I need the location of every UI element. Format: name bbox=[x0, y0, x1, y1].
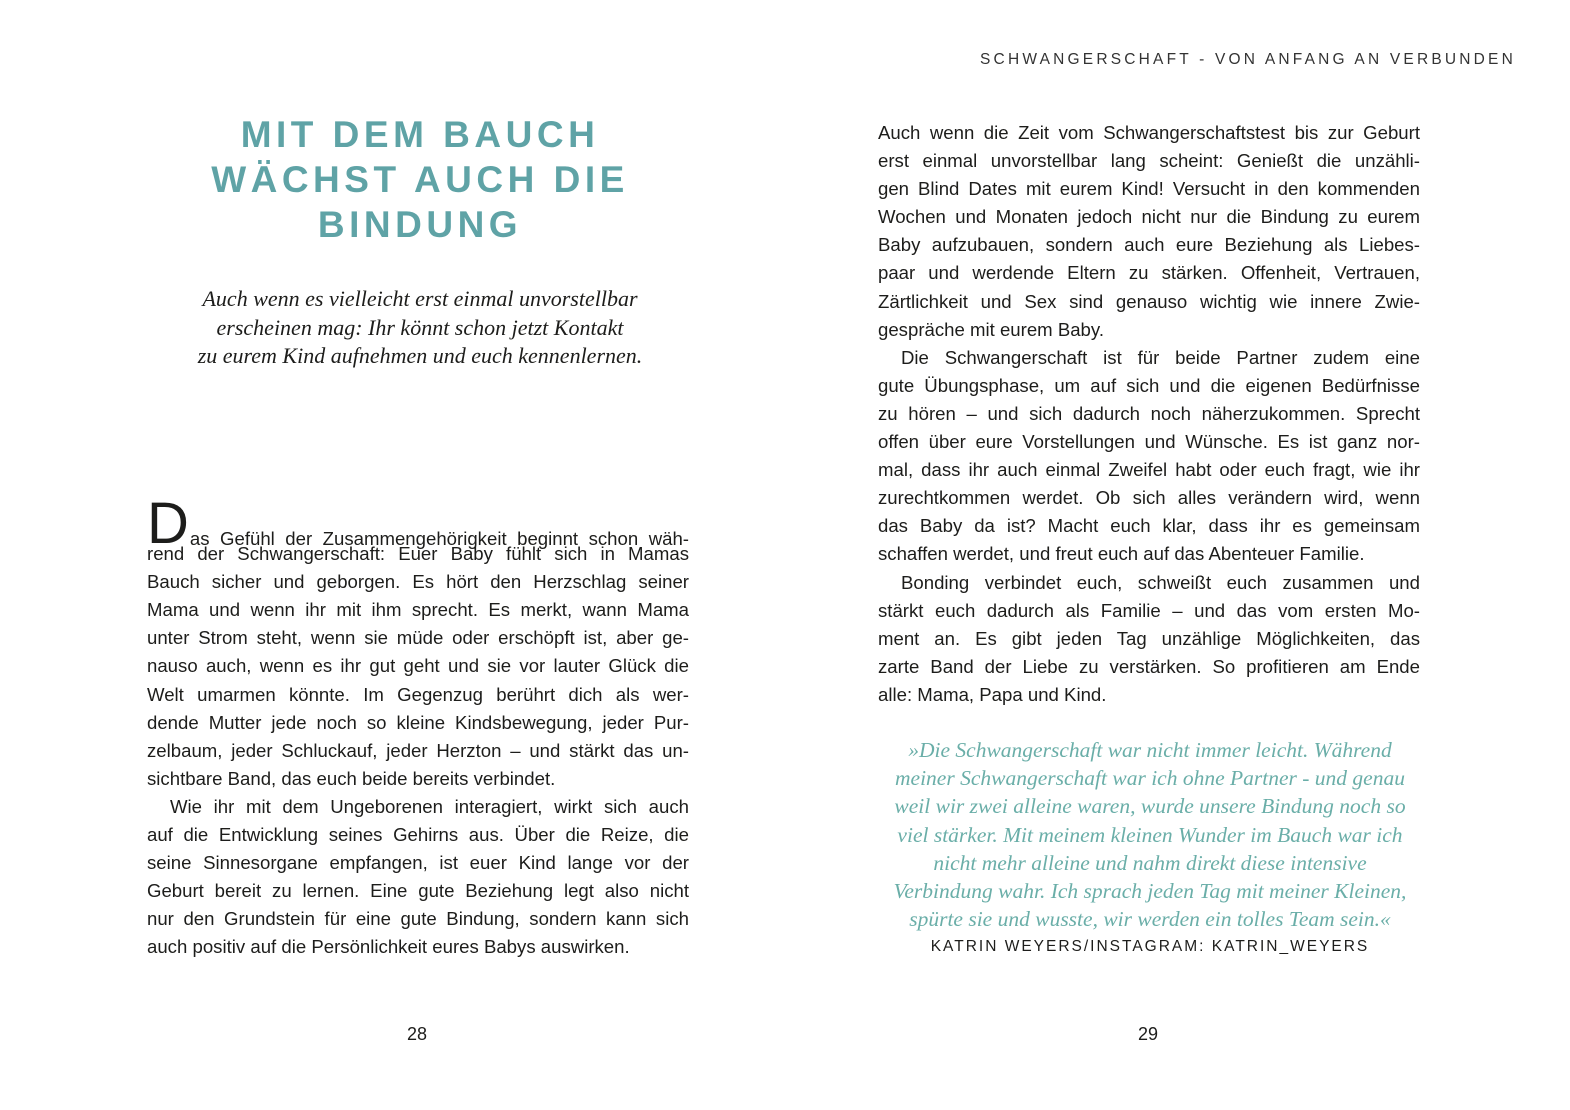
page-number-right: 29 bbox=[1138, 1024, 1159, 1044]
title-line: MIT DEM BAUCH bbox=[240, 114, 600, 155]
quote-line: »Die Schwangerschaft war nicht immer leicht. Während bbox=[908, 738, 1392, 762]
text-line: ment an. Es gibt jeden Tag unzählige Möglichkeiten, das bbox=[878, 627, 1420, 649]
paragraph bbox=[878, 119, 1420, 344]
text-line: alle: Mama, Papa und Kind. bbox=[878, 683, 1107, 705]
text-line: auch positiv auf die Persönlichkeit eures Babys auswirken. bbox=[147, 936, 630, 958]
text-line: gute Übungsphase, um auf sich und die eigenen Bedürfnisse bbox=[878, 374, 1420, 396]
text-line: nauso auch, wenn es ihr gut geht und sie vor lauter Glück die bbox=[147, 655, 689, 677]
text-line: das Baby da ist? Macht euch klar, dass ihr es gemeinsam bbox=[878, 515, 1420, 537]
text-line: sichtbare Band, das euch beide bereits verbindet. bbox=[147, 767, 556, 789]
intro-text bbox=[140, 285, 700, 371]
paragraph bbox=[878, 569, 1420, 709]
drop-cap: D bbox=[147, 491, 189, 556]
text-line: unter Strom steht, wenn sie müde oder erschöpft ist, aber ge- bbox=[147, 627, 689, 649]
quote-line: spürte sie und wusste, wir werden ein tolles Team sein.« bbox=[909, 907, 1391, 932]
text-line: nur den Grundstein für eine gute Bindung, sondern kann sich bbox=[147, 908, 689, 930]
text-line: Auch wenn die Zeit vom Schwangerschaftstest bis zur Geburt bbox=[878, 122, 1420, 143]
left-body-text bbox=[147, 491, 689, 962]
text-line: gen Blind Dates mit eurem Kind! Versucht in den kommenden bbox=[878, 178, 1420, 200]
text-line: Baby aufzubauen, sondern auch eure Beziehung als Liebes- bbox=[878, 234, 1420, 256]
text-line: zelbaum, jeder Schluckauf, jeder Herzton – und stärkt das un- bbox=[147, 739, 689, 761]
quote-line: meiner Schwangerschaft war ich ohne Partner - und genau bbox=[895, 766, 1405, 791]
right-body-text bbox=[878, 119, 1420, 709]
text-line: rend der Schwangerschaft: Euer Baby fühlt sich in Mamas bbox=[147, 543, 689, 565]
text-line: Die Schwangerschaft ist für beide Partner zudem eine bbox=[901, 346, 1420, 368]
text-line: auf die Entwicklung seines Gehirns aus. Über die Reize, die bbox=[147, 824, 689, 846]
text-line: mal, dass ihr auch einmal Zweifel habt oder euch fragt, wie ihr bbox=[878, 459, 1420, 481]
chapter-title bbox=[140, 112, 700, 247]
intro-line: erscheinen mag: Ihr könnt schon jetzt Kontakt bbox=[216, 314, 624, 340]
text-line-content: as Gefühl der Zusammengehörigkeit beginnt schon wäh- bbox=[189, 528, 689, 549]
paragraph bbox=[147, 793, 689, 962]
page-number-left: 28 bbox=[407, 1024, 428, 1044]
paragraph bbox=[147, 491, 689, 793]
text-line: zu hören – und sich dadurch noch näherzukommen. Sprecht bbox=[878, 402, 1420, 424]
text-line: zurechtkommen werdet. Ob sich alles verändern wird, wenn bbox=[878, 487, 1420, 509]
title-line: WÄCHST AUCH DIE bbox=[211, 159, 629, 200]
text-line: offen über eure Vorstellungen und Wünsche. Es ist ganz nor- bbox=[878, 431, 1420, 453]
running-head: SCHWANGERSCHAFT - VON ANFANG AN VERBUNDEN bbox=[980, 51, 1516, 68]
text-line: schaffen werdet, und freut euch auf das Abenteuer Familie. bbox=[878, 543, 1365, 565]
text-line: gespräche mit eurem Baby. bbox=[878, 318, 1104, 340]
text-line: Mama und wenn ihr mit ihm sprecht. Es merkt, wann Mama bbox=[147, 599, 689, 621]
pull-quote bbox=[870, 736, 1430, 933]
text-line: Welt umarmen könnte. Im Gegenzug berührt dich als wer- bbox=[147, 683, 689, 705]
text-line: Zärtlichkeit und Sex sind genauso wichtig wie innere Zwie- bbox=[878, 290, 1420, 312]
text-line: Wie ihr mit dem Ungeborenen interagiert, wirkt sich auch bbox=[170, 795, 689, 817]
paragraph bbox=[878, 344, 1420, 569]
intro-line: Auch wenn es vielleicht erst einmal unvorstellbar bbox=[202, 286, 638, 311]
text-line: Bauch sicher und geborgen. Es hört den Herzschlag seiner bbox=[147, 571, 689, 593]
title-line: BINDUNG bbox=[317, 204, 523, 245]
text-line: dende Mutter jede noch so kleine Kindsbewegung, jeder Pur- bbox=[147, 711, 689, 733]
text-line: Geburt bereit zu lernen. Eine gute Beziehung legt also nicht bbox=[147, 880, 689, 902]
quote-line: weil wir zwei alleine waren, wurde unsere Bindung noch so bbox=[894, 794, 1406, 819]
text-line: seine Sinnesorgane empfangen, ist euer Kind lange vor der bbox=[147, 852, 689, 874]
quote-line: Verbindung wahr. Ich sprach jeden Tag mit meiner Kleinen, bbox=[893, 879, 1407, 904]
quote-line: nicht mehr alleine und nahm direkt diese intensive bbox=[933, 850, 1367, 875]
quote-author: KATRIN WEYERS/INSTAGRAM: KATRIN_WEYERS bbox=[930, 938, 1370, 955]
text-line: Wochen und Monaten jedoch nicht nur die Bindung zu eurem bbox=[878, 206, 1420, 228]
text-line: stärkt euch dadurch als Familie – und das vom ersten Mo- bbox=[878, 599, 1420, 621]
text-line: erst einmal unvorstellbar lang scheint: Genießt die unzähli- bbox=[878, 150, 1420, 172]
quote-line: viel stärker. Mit meinem kleinen Wunder im Bauch war ich bbox=[897, 822, 1403, 847]
intro-line: zu eurem Kind aufnehmen und euch kennenlernen. bbox=[197, 343, 643, 368]
text-line: paar und werdende Eltern zu stärken. Offenheit, Vertrauen, bbox=[878, 262, 1420, 284]
text-line: zarte Band der Liebe zu verstärken. So profitieren am Ende bbox=[878, 655, 1420, 677]
text-line: Bonding verbindet euch, schweißt euch zusammen und bbox=[901, 571, 1420, 593]
